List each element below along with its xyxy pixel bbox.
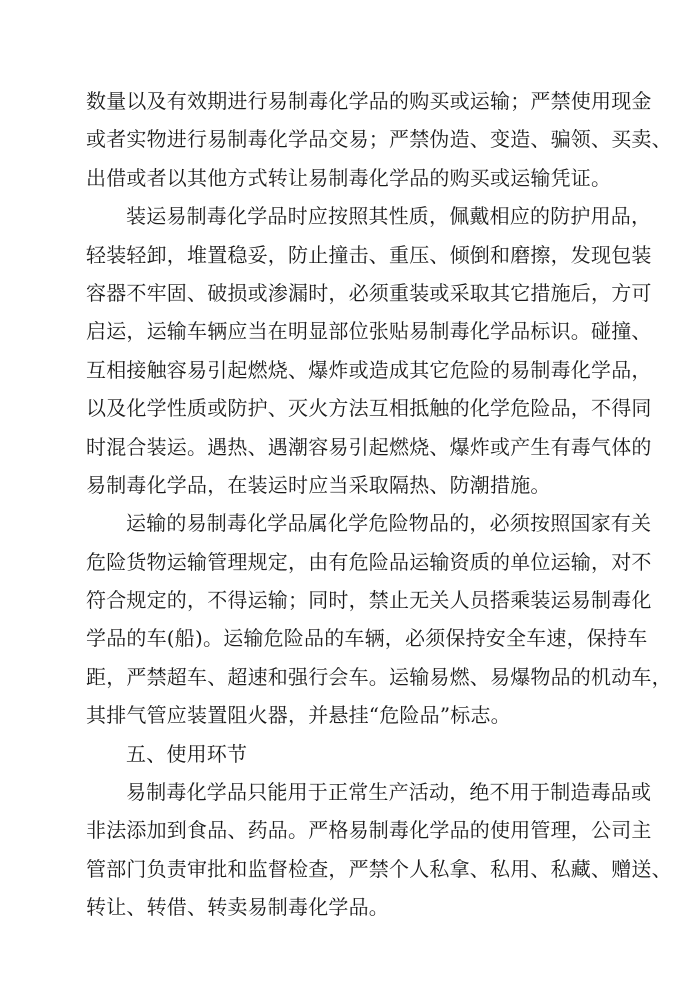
document-page (86, 82, 672, 927)
text-line: 容器不牢固、破损或渗漏时，必须重装或采取其它措施后，方可 (86, 280, 652, 305)
text-line: 符合规定的，不得运输；同时，禁止无关人员搭乘装运易制毒化 (86, 588, 652, 613)
text-line: 时混合装运。遇热、遇潮容易引起燃烧、爆炸或产生有毒气体的 (86, 434, 652, 459)
text-line: 非法添加到食品、药品。严格易制毒化学品的使用管理，公司主 (86, 818, 652, 843)
text-line: 学品的车(船)。运输危险品的车辆，必须保持安全车速，保持车 (86, 626, 648, 651)
paragraph-usage (86, 773, 672, 927)
paragraph-continuation (86, 82, 672, 197)
text-line: 危险货物运输管理规定，由有危险品运输资质的单位运输，对不 (86, 549, 652, 574)
paragraph-loading (86, 197, 652, 504)
text-line: 或者实物进行易制毒化学品交易；严禁伪造、变造、骗领、买卖、 (86, 127, 672, 152)
text-line: 易制毒化学品，在装运时应当采取隔热、防潮措施。 (86, 472, 551, 497)
text-line: 其排气管应装置阻火器，并悬挂“危险品”标志。 (86, 703, 511, 728)
text-line: 装运易制毒化学品时应按照其性质，佩戴相应的防护用品， (126, 204, 652, 229)
text-line: 数量以及有效期进行易制毒化学品的购买或运输；严禁使用现金 (86, 89, 652, 113)
text-line: 转让、转借、转卖易制毒化学品。 (86, 895, 389, 920)
text-line: 出借或者以其他方式转让易制毒化学品的购买或运输凭证。 (86, 165, 612, 190)
text-line: 轻装轻卸，堆置稳妥，防止撞击、重压、倾倒和磨擦，发现包装 (86, 242, 652, 267)
text-line: 启运，运输车辆应当在明显部位张贴易制毒化学品标识。碰撞、 (86, 319, 652, 344)
text-line: 管部门负责审批和监督检查，严禁个人私拿、私用、私藏、赠送、 (86, 856, 672, 881)
section-heading-usage (86, 735, 616, 773)
text-line: 互相接触容易引起燃烧、爆炸或造成其它危险的易制毒化学品， (86, 357, 652, 382)
text-line: 易制毒化学品只能用于正常生产活动，绝不用于制造毒品或 (126, 780, 652, 805)
text-line: 运输的易制毒化学品属化学危险物品的，必须按照国家有关 (126, 511, 652, 536)
text-line: 距，严禁超车、超速和强行会车。运输易燃、易爆物品的机动车， (86, 664, 672, 689)
text-line: 以及化学性质或防护、灭火方法互相抵触的化学危险品，不得同 (86, 396, 652, 421)
paragraph-transport (86, 504, 672, 734)
section-heading-text: 五、使用环节 (126, 741, 248, 766)
